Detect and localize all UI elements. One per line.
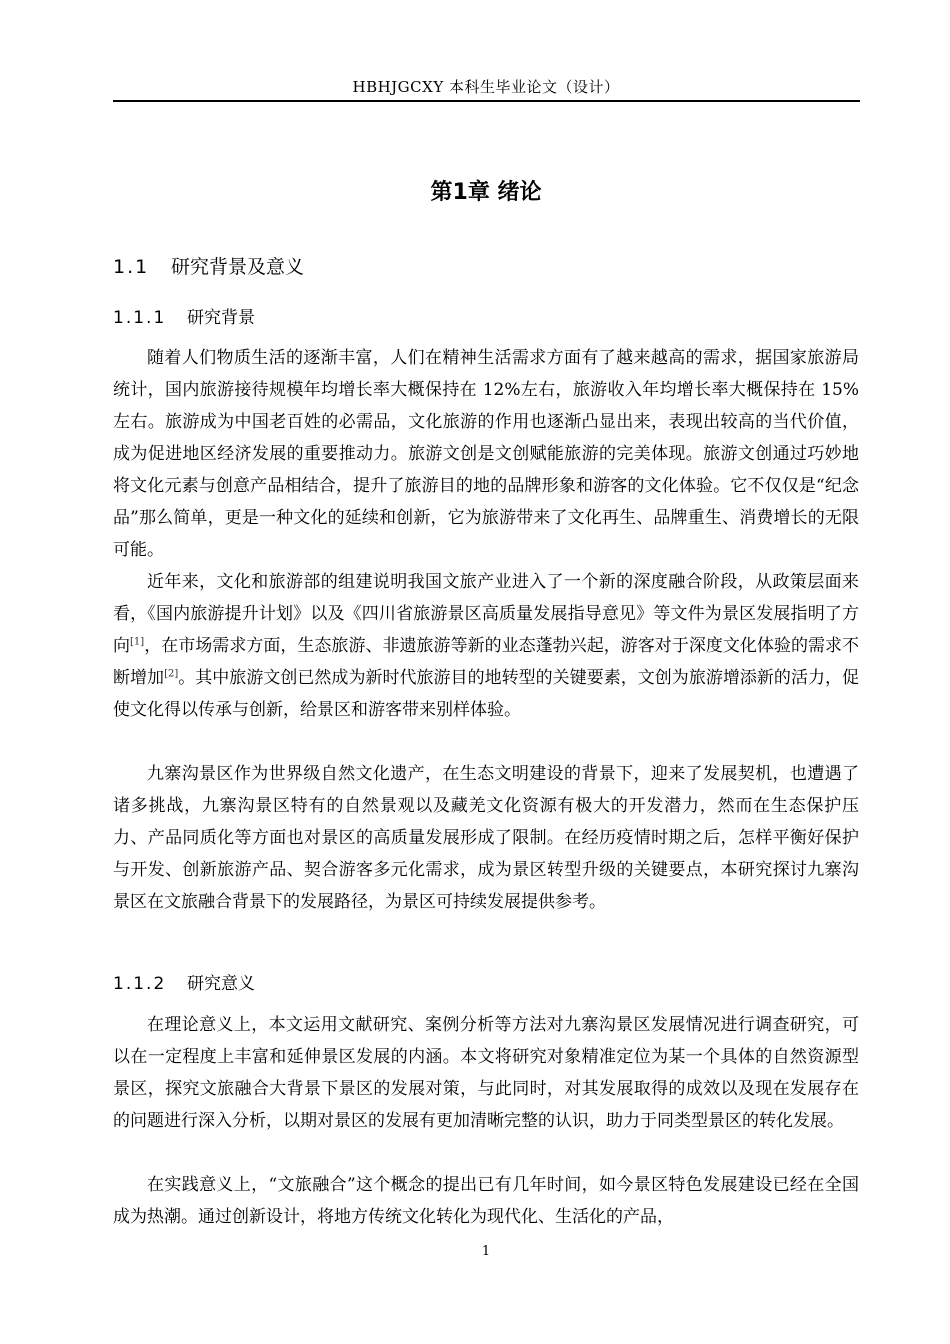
chapter-title: 第1章 绪论 (430, 180, 542, 205)
paragraph-text: 近年来，文化和旅游部的组建说明我国文旅产业进入了一个新的深度融合阶段，从政策层面来看，《国内旅游提升计划》以及《四川省旅游景区高质量发展指导意见》等文件为景区发展指明了方向 (113, 572, 859, 656)
section-number: 1.1 (113, 256, 150, 278)
paragraph-background-3: 九寨沟景区作为世界级自然文化遗产，在生态文明建设的背景下，迎来了发展契机，也遭遇了诸多挑战，九寨沟景区特有的自然景观以及藏羌文化资源有极大的开发潜力，然而在生态保护压力、产品同质化等方面也对景区的高质量发展形成了限制。在经历疫情时期之后，怎样平衡好保护与开发、创新旅游产品、契合游客多元化需求，成为景区转型升级的关键要点，本研究探讨九寨沟景区在文旅融合背景下的发展路径，为景区可持续发展提供参考。 (113, 764, 859, 912)
header-divider (113, 100, 860, 102)
paragraph-text: 。其中旅游文创已然成为新时代旅游目的地转型的关键要素，文创为旅游增添新的活力，促使文化得以传承与创新，给景区和游客带来别样体验。 (113, 668, 860, 720)
section-heading-1-1 (113, 254, 304, 280)
section-title: 研究背景及意义 (171, 256, 305, 278)
subsection-number: 1.1.2 (113, 974, 167, 994)
page-number: 1 (481, 1244, 491, 1259)
subsection-number: 1.1.1 (113, 308, 167, 328)
paragraph-significance-2: 在实践意义上，“文旅融合”这个概念的提出已有几年时间，如今景区特色发展建设已经在全国成为热潮。通过创新设计，将地方传统文化转化为现代化、生活化的产品， (113, 1175, 859, 1227)
paragraph-background-1: 随着人们物质生活的逐渐丰富，人们在精神生活需求方面有了越来越高的需求，据国家旅游局统计，国内旅游接待规模年均增长率大概保持在 12%左右，旅游收入年均增长率大概保持在 15%左右。旅游成为中国老百姓的必需品，文化旅游的作用也逐渐凸显出来，表现出较高的当代价值，成为促进地区经济发展的重要推动力。旅游文创是文创赋能旅游的完美体现。旅游文创通过巧妙地将文化元素与创意产品相结合，提升了旅游目的地的品牌形象和游客的文化体验。它不仅仅是“纪念品”那么简单，更是一种文化的延续和创新，它为旅游带来了文化再生、品牌重生、消费增长的无限可能。 (113, 348, 859, 560)
paragraph-text: ，在市场需求方面，生态旅游、非遗旅游等新的业态蓬勃兴起，游客对于深度文化体验的需求不断增加 (113, 636, 860, 688)
citation-ref-1[interactable]: [1] (130, 636, 145, 648)
citation-ref-2[interactable]: [2] (164, 668, 179, 680)
subsection-heading-1-1-1 (113, 306, 255, 330)
paragraph-background-2 (113, 566, 859, 726)
running-header: HBHJGCXY 本科生毕业论文（设计） (352, 78, 620, 96)
paragraph-significance-1: 在理论意义上，本文运用文献研究、案例分析等方法对九寨沟景区发展情况进行调查研究，可以在一定程度上丰富和延伸景区发展的内涵。本文将研究对象精准定位为某一个具体的自然资源型景区，探究文旅融合大背景下景区的发展对策，与此同时，对其发展取得的成效以及现在发展存在的问题进行深入分析，以期对景区的发展有更加清晰完整的认识，助力于同类型景区的转化发展。 (113, 1015, 859, 1131)
subsection-heading-1-1-2 (113, 972, 255, 996)
subsection-title: 研究背景 (187, 308, 255, 328)
subsection-title: 研究意义 (187, 974, 255, 994)
